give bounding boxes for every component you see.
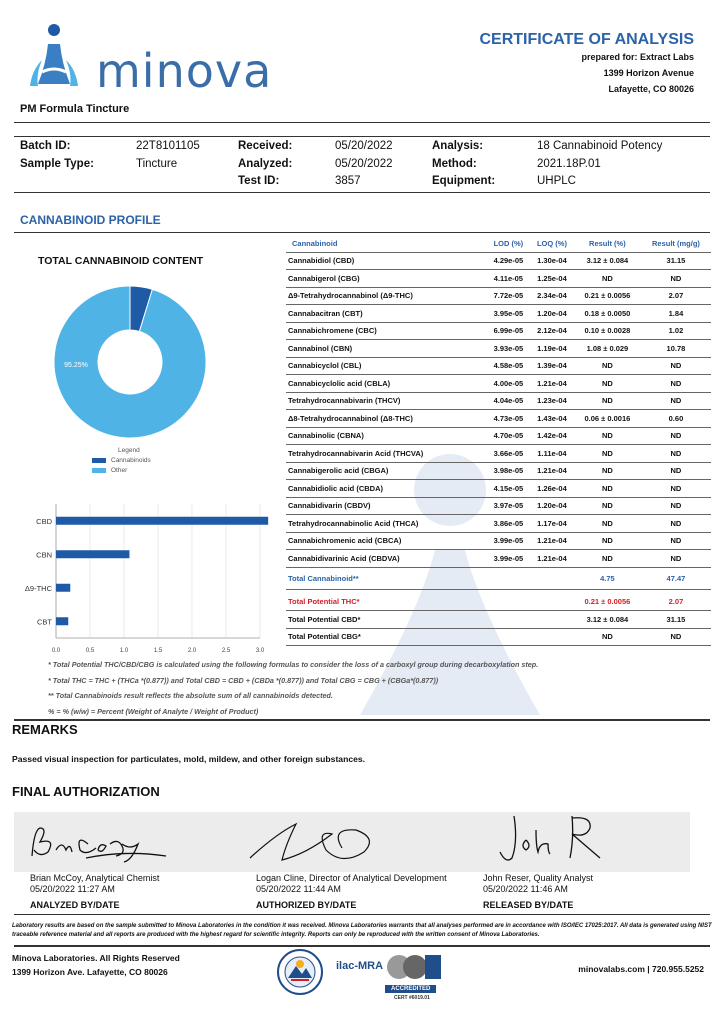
table-cell: 1.21e-04 [530, 375, 574, 393]
table-cell: Cannabichromenic acid (CBCA) [286, 532, 487, 550]
table-cell: Cannabacitran (CBT) [286, 305, 487, 323]
batch-label: Batch ID: [20, 140, 71, 152]
table-cell: 1.84 [641, 305, 711, 323]
table-row [286, 515, 711, 533]
table-cell: ND [641, 628, 711, 646]
table-cell: ND [574, 270, 641, 288]
bar-chart [10, 500, 280, 660]
bar-cbd [56, 517, 268, 525]
table-cell: 3.99e-05 [487, 550, 530, 568]
table-cell: ND [641, 515, 711, 533]
table-cell: 1.42e-04 [530, 427, 574, 445]
table-cell: 1.08 ± 0.029 [574, 340, 641, 358]
legend-item-cannabinoids [92, 456, 151, 466]
table-cell: 1.25e-04 [530, 270, 574, 288]
footnote: * Total THC = THC + (THCa *(0.877)) and Total CBD = CBD + (CBDa *(0.877)) and Total CBG = CBG + (CBGa*(0.877)) [48, 675, 439, 685]
table-cell: Cannabidiol (CBD) [286, 252, 487, 270]
accredited-label: ACCREDITED [385, 985, 436, 993]
table-cell: ND [641, 462, 711, 480]
table-cell: Δ9-Tetrahydrocannabinol (Δ9-THC) [286, 287, 487, 305]
category-label: CBT [37, 617, 52, 627]
table-cell: ND [641, 427, 711, 445]
table-cell: Cannabidiolic acid (CBDA) [286, 480, 487, 498]
table-cell: 1.02 [641, 322, 711, 340]
analyzed-value: 05/20/2022 [335, 157, 393, 170]
table-cell: 1.17e-04 [530, 515, 574, 533]
pie-chart [50, 282, 210, 442]
table-cell: 6.99e-05 [487, 322, 530, 340]
table-row [286, 497, 711, 515]
table-cell: ND [641, 550, 711, 568]
divider [14, 232, 710, 233]
table-row [286, 550, 711, 568]
table-row [286, 357, 711, 375]
total-cannabinoid-row [286, 567, 711, 589]
table-cell: Cannabicyclol (CBL) [286, 357, 487, 375]
table-row [286, 305, 711, 323]
table-cell: Total Potential THC* [286, 593, 574, 611]
analyzed-label: Analyzed: [238, 157, 293, 170]
minova-logo [18, 20, 273, 98]
x-tick-label: 2.5 [221, 648, 231, 654]
table-row [286, 462, 711, 480]
table-row [286, 287, 711, 305]
table-cell: 4.58e-05 [487, 357, 530, 375]
table-cell: 1.21e-04 [530, 532, 574, 550]
footer-contact: minovalabs.com | 720.955.5252 [578, 964, 704, 974]
legend-swatch [92, 458, 106, 463]
table-cell: 4.29e-05 [487, 252, 530, 270]
table-cell: ND [574, 427, 641, 445]
signer-3-name: John Reser, Quality Analyst [483, 873, 594, 883]
category-label: Δ9-THC [24, 583, 52, 593]
table-row [286, 410, 711, 428]
divider [14, 136, 710, 137]
table-cell: 1.19e-04 [530, 340, 574, 358]
analysis-value: 18 Cannabinoid Potency [537, 140, 663, 152]
table-cell: ND [641, 445, 711, 463]
table-cell: 0.18 ± 0.0050 [574, 305, 641, 323]
table-row [286, 270, 711, 288]
remarks-heading: REMARKS [12, 722, 78, 737]
signature-brian-mccoy [26, 820, 176, 864]
table-cell: Cannabicyclolic acid (CBLA) [286, 375, 487, 393]
remarks-text: Passed visual inspection for particulates, mold, mildew, and other foreign substances. [12, 754, 366, 764]
authorization-heading: FINAL AUTHORIZATION [12, 784, 160, 799]
table-row [286, 445, 711, 463]
table-cell: 31.15 [641, 611, 711, 629]
table-cell: 4.00e-05 [487, 375, 530, 393]
cert-number: CERT #6019.01 [394, 995, 430, 1001]
table-cell: 47.47 [641, 567, 711, 589]
client-address-line1: 1399 Horizon Avenue [603, 68, 694, 78]
table-cell: 2.12e-04 [530, 322, 574, 340]
table-cell: ND [574, 497, 641, 515]
signer-3-date: 05/20/2022 11:46 AM [483, 884, 568, 894]
table-cell: 1.11e-04 [530, 445, 574, 463]
table-cell: 3.86e-05 [487, 515, 530, 533]
table-cell: 4.73e-05 [487, 410, 530, 428]
signer-3-role: RELEASED BY/DATE [483, 900, 574, 910]
total-cbg-row [286, 628, 711, 646]
table-cell: ND [574, 445, 641, 463]
table-cell: ND [641, 357, 711, 375]
table-cell: Total Potential CBD* [286, 611, 574, 629]
results-table [286, 235, 711, 646]
product-name: PM Formula Tincture [20, 103, 130, 115]
table-cell: 3.93e-05 [487, 340, 530, 358]
table-cell: ND [641, 532, 711, 550]
x-tick-label: 0.0 [51, 648, 61, 654]
pie-chart-title: TOTAL CANNABINOID CONTENT [38, 255, 204, 267]
colorado-seal-icon [276, 948, 324, 996]
table-row [286, 480, 711, 498]
bar-cbt [56, 617, 68, 625]
table-cell: 1.21e-04 [530, 462, 574, 480]
client-address-line2: Lafayette, CO 80026 [608, 84, 694, 94]
legal-disclaimer: Laboratory results are based on the sample submitted to Minova Laboratories in the condition it was received. Minova Laboratories warrants that all analyses performed are in accordance with ISO/IEC 17025:2017. All data is generated using NIST traceable reference material and all reports are produced with the highest regard for scientific integrity. Reports can only be reproduced with the written consent of Minova Laboratories. [12, 923, 712, 938]
total-cbd-row [286, 611, 711, 629]
table-cell: ND [574, 462, 641, 480]
table-cell: ND [641, 480, 711, 498]
total-thc-row [286, 593, 711, 611]
table-cell: ND [641, 270, 711, 288]
x-tick-label: 1.0 [119, 648, 129, 654]
divider [14, 945, 710, 947]
sample-info [20, 140, 700, 193]
table-row [286, 340, 711, 358]
bar-δ9-thc [56, 584, 70, 592]
footer-address: 1399 Horizon Ave. Lafayette, CO 80026 [12, 967, 168, 977]
divider [14, 914, 710, 915]
table-cell: 3.95e-05 [487, 305, 530, 323]
signer-1-date: 05/20/2022 11:27 AM [30, 884, 115, 894]
table-cell: ND [641, 375, 711, 393]
x-tick-label: 0.5 [85, 648, 95, 654]
table-cell: Cannabinolic (CBNA) [286, 427, 487, 445]
profile-heading: CANNABINOID PROFILE [20, 213, 161, 227]
table-cell: 0.10 ± 0.0028 [574, 322, 641, 340]
table-cell: 0.21 ± 0.0056 [574, 593, 641, 611]
pie-value-label: 95.25% [64, 362, 88, 369]
column-header: Result (mg/g) [651, 238, 700, 248]
method-label: Method: [432, 157, 477, 170]
test-id-value: 3857 [335, 175, 361, 187]
column-header: LOQ (%) [536, 238, 567, 248]
sample-type-value: Tincture [136, 157, 178, 170]
signer-1-name: Brian McCoy, Analytical Chemist [30, 873, 160, 883]
table-cell: 3.12 ± 0.084 [574, 252, 641, 270]
table-cell: 1.30e-04 [530, 252, 574, 270]
footnotes [48, 660, 538, 722]
table-row [286, 392, 711, 410]
table-cell: ND [574, 532, 641, 550]
received-label: Received: [238, 140, 293, 152]
table-cell: Cannabinol (CBN) [286, 340, 487, 358]
table-cell: ND [641, 497, 711, 515]
table-cell: Cannabidivarin (CBDV) [286, 497, 487, 515]
table-cell: Total Potential CBG* [286, 628, 574, 646]
legend-title: Legend [118, 447, 140, 454]
column-header: Cannabinoid [292, 238, 338, 248]
column-header: LOD (%) [493, 238, 524, 248]
table-cell: 3.97e-05 [487, 497, 530, 515]
table-row [286, 427, 711, 445]
legend-label: Cannabinoids [111, 457, 151, 464]
table-cell: 1.20e-04 [530, 497, 574, 515]
table-cell: 4.11e-05 [487, 270, 530, 288]
category-label: CBD [36, 516, 52, 526]
table-cell: 0.06 ± 0.0016 [574, 410, 641, 428]
divider [14, 719, 710, 721]
analysis-label: Analysis: [432, 140, 484, 152]
table-cell: ND [574, 392, 641, 410]
legend-item-other [92, 466, 151, 476]
table-cell: 1.20e-04 [530, 305, 574, 323]
table-cell: ND [574, 480, 641, 498]
table-cell: 4.15e-05 [487, 480, 530, 498]
table-cell: 4.75 [574, 567, 641, 589]
table-cell: 7.72e-05 [487, 287, 530, 305]
table-cell: 1.39e-04 [530, 357, 574, 375]
table-cell: 4.70e-05 [487, 427, 530, 445]
document-title: CERTIFICATE OF ANALYSIS [479, 31, 694, 48]
table-cell: Cannabichromene (CBC) [286, 322, 487, 340]
table-cell: 3.98e-05 [487, 462, 530, 480]
minova-logo-icon [18, 20, 90, 92]
table-cell: ND [574, 357, 641, 375]
table-cell: 3.99e-05 [487, 532, 530, 550]
logo-wordmark: minova [96, 44, 273, 98]
x-tick-label: 2.0 [187, 648, 197, 654]
table-cell: Tetrahydrocannabinolic Acid (THCA) [286, 515, 487, 533]
footnote: * Total Potential THC/CBD/CBG is calculated using the following formulas to consider the loss of a carboxyl group during decarboxylation step. [48, 660, 539, 669]
table-cell: 1.43e-04 [530, 410, 574, 428]
divider [14, 122, 710, 123]
table-cell: Δ8-Tetrahydrocannabinol (Δ8-THC) [286, 410, 487, 428]
table-cell: ND [574, 628, 641, 646]
table-cell: Total Cannabinoid** [286, 567, 574, 589]
category-label: CBN [36, 550, 52, 560]
signature-panel [14, 812, 690, 872]
test-id-label: Test ID: [238, 175, 280, 187]
table-cell: 3.12 ± 0.084 [574, 611, 641, 629]
table-cell: 4.04e-05 [487, 392, 530, 410]
signer-2-name: Logan Cline, Director of Analytical Development [256, 873, 447, 883]
x-tick-label: 1.5 [153, 648, 163, 654]
footnote: ** Total Cannabinoids result reflects the absolute sum of all cannabinoids detected. [48, 691, 333, 700]
signer-2-date: 05/20/2022 11:44 AM [256, 884, 341, 894]
signer-1-role: ANALYZED BY/DATE [30, 900, 120, 910]
table-cell: Cannabigerol (CBG) [286, 270, 487, 288]
ilac-mra-logo: ilac-MRA [336, 960, 384, 972]
table-cell: ND [641, 392, 711, 410]
equipment-label: Equipment: [432, 175, 496, 187]
batch-value: 22T8101105 [136, 140, 200, 152]
sample-type-label: Sample Type: [20, 157, 94, 170]
legend-label: Other [111, 467, 128, 474]
signer-2-role: AUTHORIZED BY/DATE [256, 900, 357, 910]
table-cell: Tetrahydrocannabivarin Acid (THCVA) [286, 445, 487, 463]
table-cell: Tetrahydrocannabivarin (THCV) [286, 392, 487, 410]
table-cell: 0.21 ± 0.0056 [574, 287, 641, 305]
equipment-value: UHPLC [537, 175, 576, 187]
table-cell: 1.26e-04 [530, 480, 574, 498]
table-cell: Cannabigerolic acid (CBGA) [286, 462, 487, 480]
x-tick-label: 3.0 [255, 648, 265, 654]
table-cell: 3.66e-05 [487, 445, 530, 463]
prepared-for: prepared for: Extract Labs [581, 52, 694, 62]
table-cell: 2.07 [641, 593, 711, 611]
table-row [286, 322, 711, 340]
divider [14, 192, 710, 193]
table-cell: ND [574, 515, 641, 533]
footer-company: Minova Laboratories. All Rights Reserved [12, 953, 180, 963]
table-cell: 31.15 [641, 252, 711, 270]
table-cell: 1.21e-04 [530, 550, 574, 568]
signature-logan-cline [246, 814, 416, 866]
signature-john-reser [492, 812, 612, 868]
pie-legend [92, 446, 151, 476]
table-cell: ND [574, 375, 641, 393]
table-row [286, 532, 711, 550]
table-row [286, 252, 711, 270]
bar-cbn [56, 550, 129, 558]
table-row [286, 375, 711, 393]
received-value: 05/20/2022 [335, 140, 393, 152]
table-cell: 2.07 [641, 287, 711, 305]
footnote: % = % (w/w) = Percent (Weight of Analyte / Weight of Product) [48, 706, 259, 716]
table-cell: Cannabidivarinic Acid (CBDVA) [286, 550, 487, 568]
table-cell: 1.23e-04 [530, 392, 574, 410]
table-cell: 10.78 [641, 340, 711, 358]
table-header-row [286, 235, 711, 252]
method-value: 2021.18P.01 [537, 157, 601, 170]
table-cell: 2.34e-04 [530, 287, 574, 305]
table-cell: ND [574, 550, 641, 568]
column-header: Result (%) [589, 238, 626, 248]
legend-swatch [92, 468, 106, 473]
table-cell: 0.60 [641, 410, 711, 428]
ala-logo-icon [385, 949, 443, 985]
